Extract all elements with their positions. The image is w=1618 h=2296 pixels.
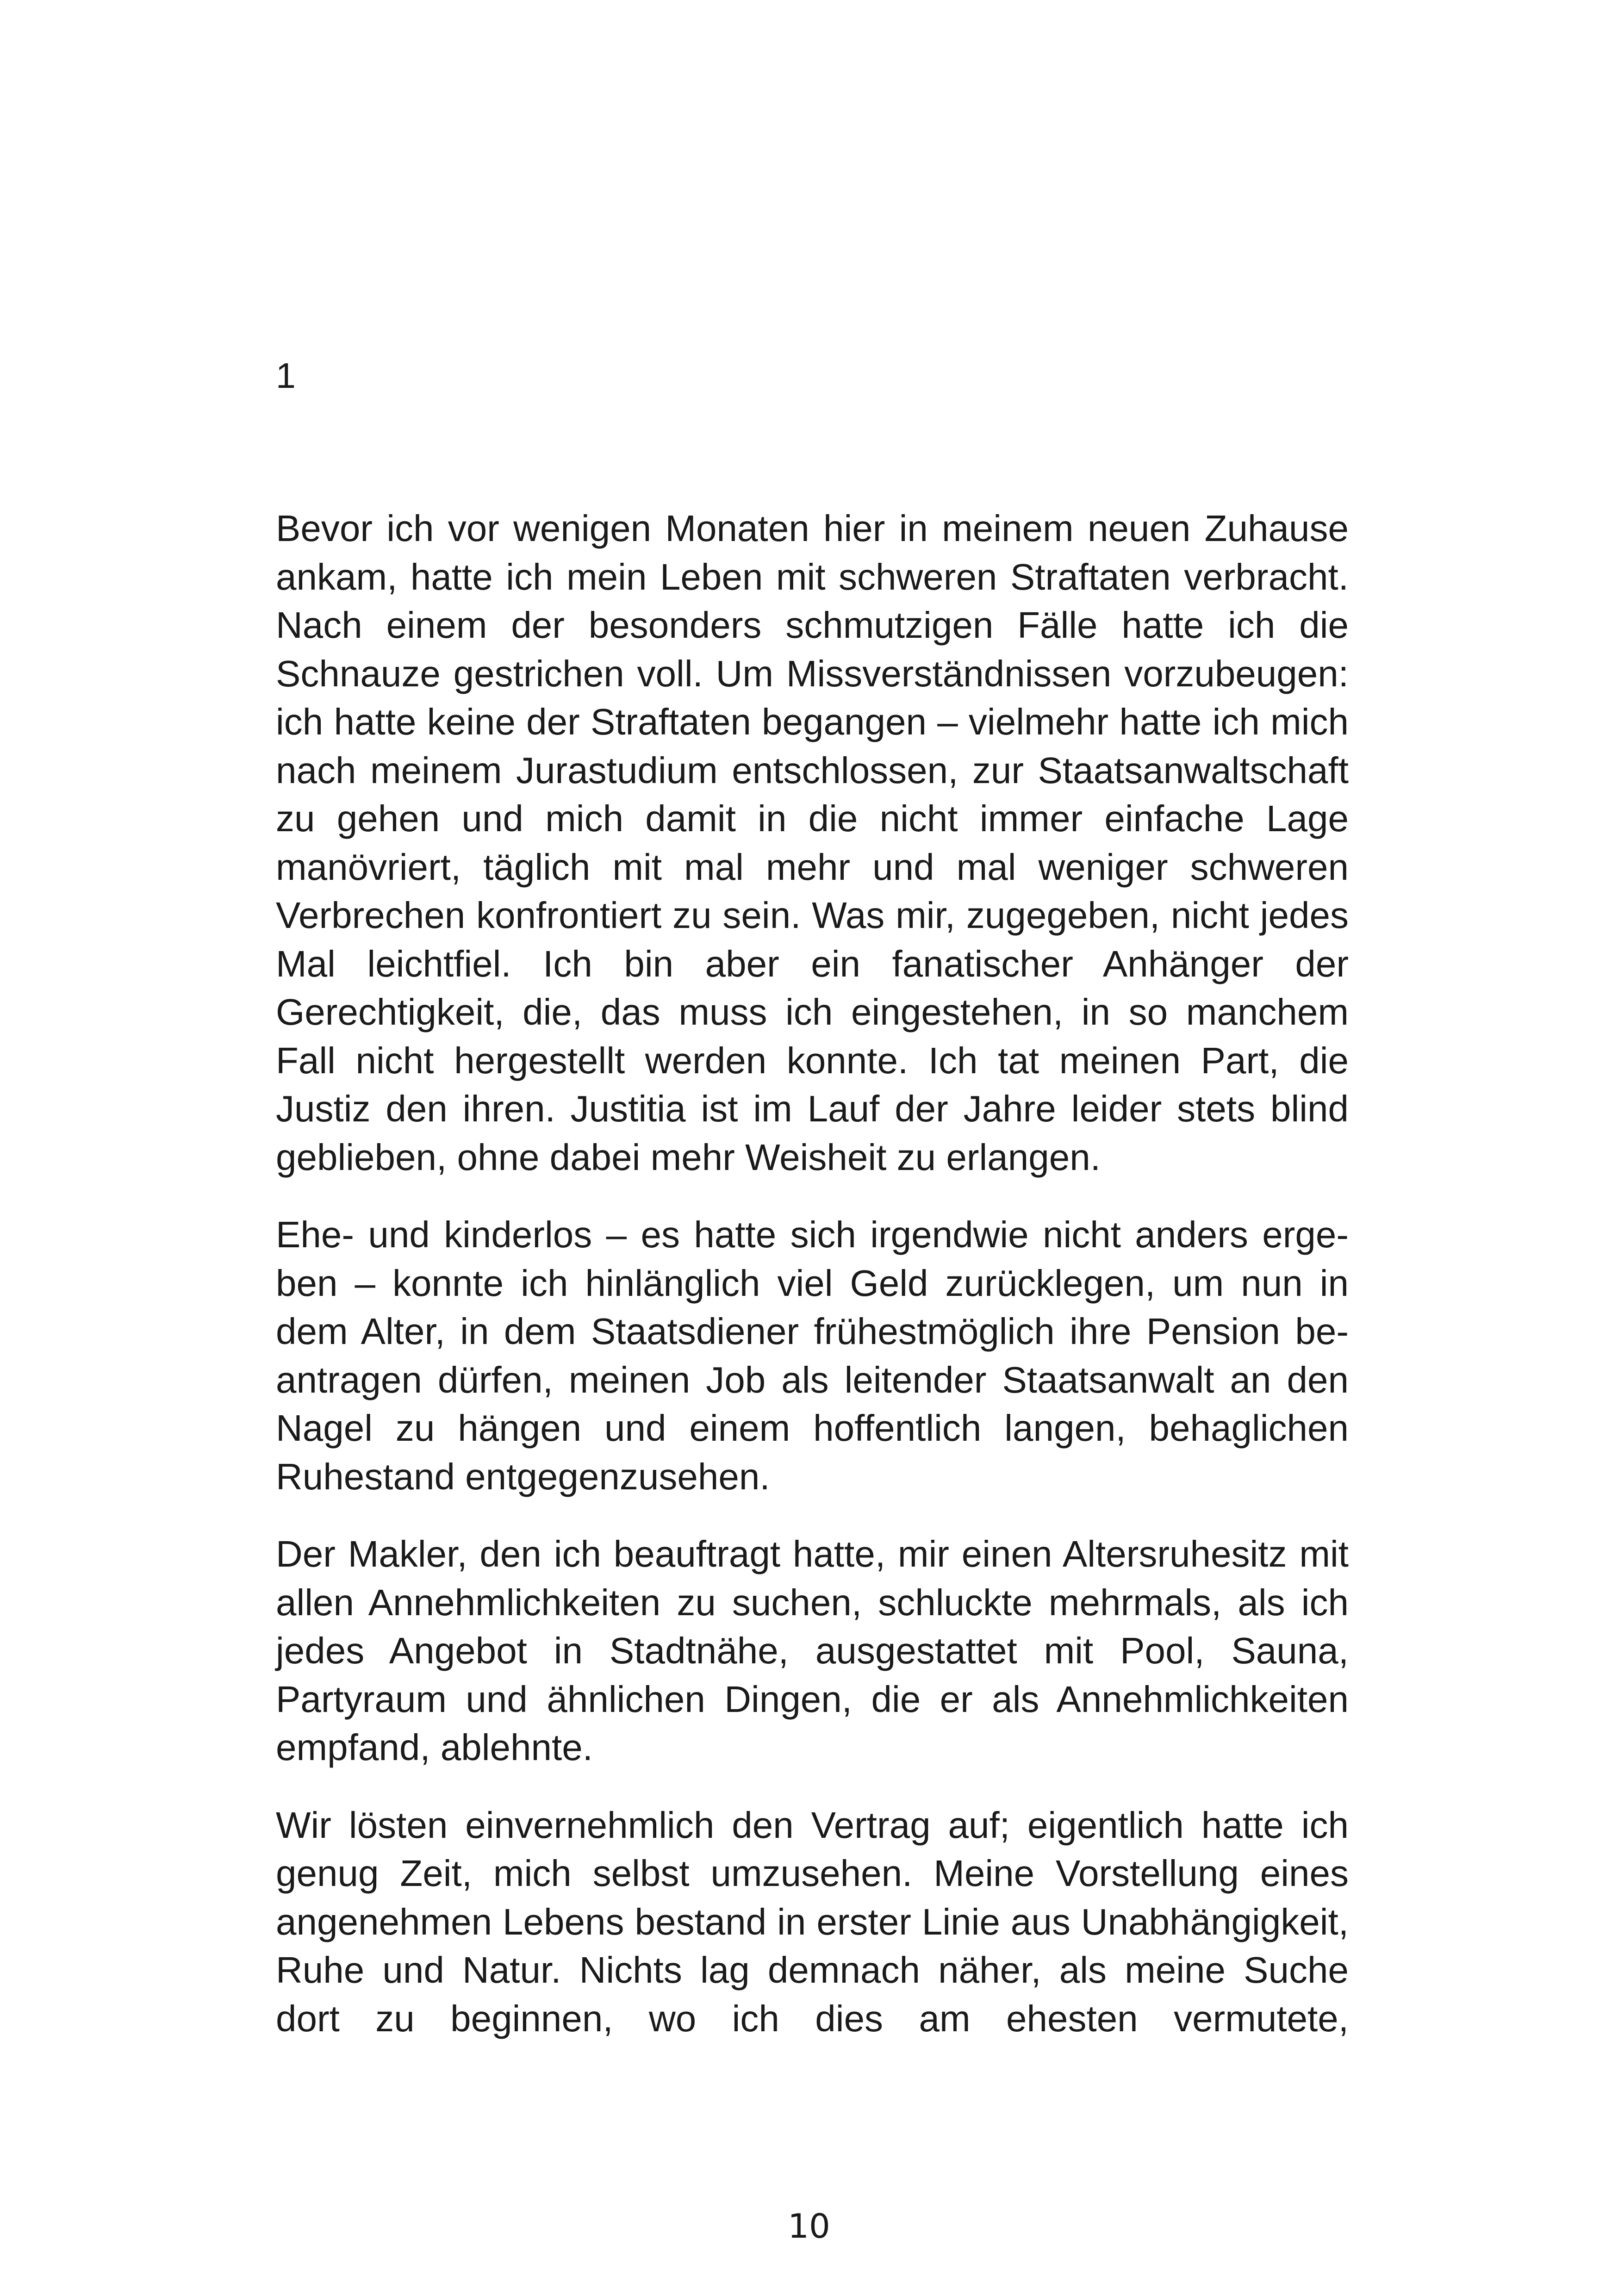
paragraph-4: Wir lösten einvernehmlich den Vertrag auf; eigentlich hatte ich genug Zeit, mich selbst umzusehen. Meine Vorstellung eines angenehmen Lebens bestand in erster Linie aus Unabhängigkeit, Ruhe und Natur. Nichts lag demnach näher, als meine Suche dort zu beginnen, wo ich dies am ehesten vermutete, <box>276 1804 1349 2039</box>
chapter-number: 1 <box>276 356 296 396</box>
paragraph-1: Bevor ich vor wenigen Monaten hier in meinem neuen Zuhause ankam, hatte ich mein Leben mit schweren Straftaten verbracht. Nach einem der besonders schmutzigen Fälle hatte ich die Schnauze gestrichen voll. Um Missverständnissen vorzubeugen: ich hatte keine der Straftaten begangen – vielmehr hatte ich mich nach meinem Jurastudium entschlossen, zur Staatsanwaltschaft zu gehen und mich damit in die nicht immer einfache Lage manövriert, täglich mit mal mehr und mal weniger schweren Verbrechen konfrontiert zu sein. Was mir, zugegeben, nicht jedes Mal leichtfiel. Ich bin aber ein fanatischer Anhänger der Gerechtigkeit, die, das muss ich eingestehen, in so manchem Fall nicht hergestellt werden konnte. Ich tat meinen Part, die Justiz den ihren. Justitia ist im Lauf der Jahre leider stets blind geblieben, ohne dabei mehr Weisheit zu erlangen. <box>276 508 1349 1178</box>
paragraph-2: Ehe- und kinderlos – es hatte sich irgendwie nicht anders ergeben – konnte ich hinlänglich viel Geld zurücklegen, um nun in dem Alter, in dem Staatsdiener frühestmöglich ihre Pension beantragen dürfen, meinen Job als leitender Staatsanwalt an den Nagel zu hängen und einem hoffentlich langen, behaglichen Ruhestand entgegenzusehen. <box>276 1214 1349 1497</box>
body-text <box>276 504 1349 2043</box>
page-number: 10 <box>788 2207 830 2246</box>
paragraph-3: Der Makler, den ich beauftragt hatte, mir einen Altersruhesitz mit allen Annehmlichkeiten zu suchen, schluckte mehrmals, als ich jedes Angebot in Stadtnähe, ausgestattet mit Pool, Sauna, Partyraum und ähnlichen Dingen, die er als Annehmlichkeiten empfand, ablehnte. <box>276 1533 1349 1768</box>
